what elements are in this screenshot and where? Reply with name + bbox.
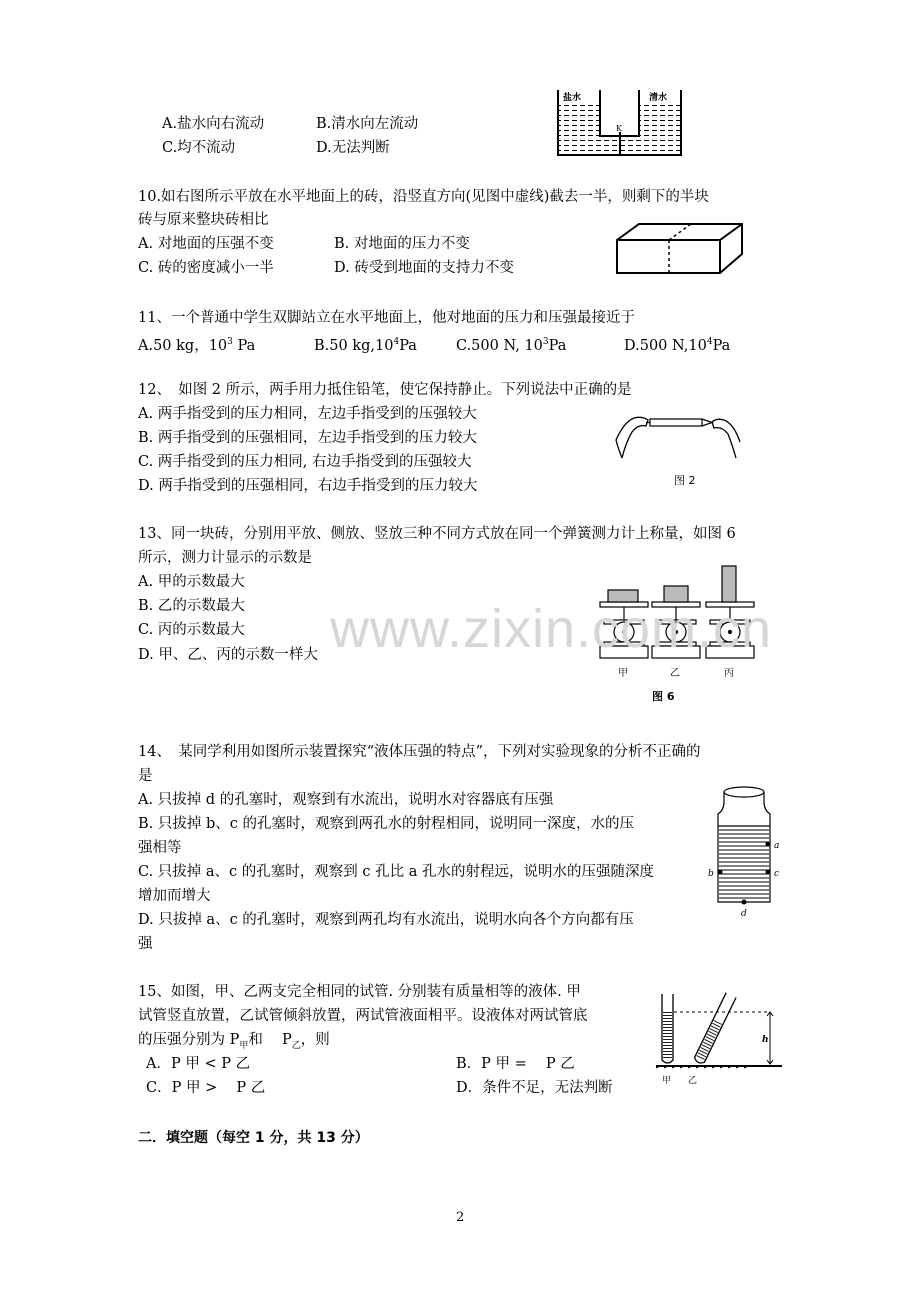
q10-brick-figure [612,218,748,278]
q15-height-label: h [762,1035,769,1045]
q14-option-b-cont: 强相等 [138,840,182,856]
section-2-heading: 二．填空题（每空 1 分，共 13 分） [138,1130,369,1146]
q9-freshwater-label: 清水 [649,93,668,103]
q9-connected-vessel-figure [556,88,684,158]
q12-option-c: C. 两手指受到的压力相同, 右边手指受到的压强较大 [138,454,472,470]
q12-option-a: A. 两手指受到的压力相同，左边手指受到的压强较大 [138,406,477,422]
q15-stem-line3: 的压强分别为 $P_甲$和 $P_乙$，则 [138,1032,330,1051]
q14-option-c: C. 只拔掉 a、c 的孔塞时，观察到 c 孔比 a 孔水的射程远，说明水的压强随深度 [138,864,654,880]
q13-option-a: A. 甲的示数最大 [138,574,245,590]
q10-option-b: B. 对地面的压力不变 [334,236,470,252]
q14-option-c-cont: 增加而增大 [138,888,211,904]
q14-option-a: A. 只拔掉 d 的孔塞时，观察到有水流出，说明水对容器底有压强 [138,792,554,808]
q13-option-c: C. 丙的示数最大 [138,622,245,638]
q9-option-a: A.盐水向右流动 [162,116,265,132]
q15-test-tubes-figure [654,990,784,1090]
watermark: www.zixin.com.cn [330,599,773,659]
q15-option-c: C．P 甲 > P 乙 [146,1080,266,1096]
q11-option-a: A.50 kg，$10^3$ Pa [138,337,256,354]
q11-option-b: B.50 $kg,10^4Pa$ [314,337,417,354]
q14-hole-c-label: c [774,869,780,879]
q15-stem-line2: 试管竖直放置，乙试管倾斜放置，两试管液面相平。设液体对两试管底 [138,1008,588,1024]
q14-option-b: B. 只拔掉 b、c 的孔塞时，观察到两孔水的射程相同，说明同一深度，水的压 [138,816,634,832]
q10-stem-line2: 砖与原来整块砖相比 [138,212,269,228]
q15-tube-yi-label: 乙 [688,1076,698,1086]
q9-valve-label: K [616,124,622,133]
q12-stem: 12、 如图 2 所示，两手用力抵住铅笔，使它保持静止。下列说法中正确的是 [138,382,632,398]
q10-option-d: D. 砖受到地面的支持力不变 [334,260,514,276]
q10-stem-line1: 10.如右图所示平放在水平地面上的砖，沿竖直方向(见图中虚线)截去一半，则剩下的半块 [138,189,709,205]
q14-stem-line1: 14、 某同学利用如图所示装置探究“液体压强的特点”，下列对实验现象的分析不正确的 [138,744,701,760]
q12-pencil-figure [612,402,748,492]
q10-option-c: C. 砖的密度减小一半 [138,260,274,276]
q13-figure-caption: 图 6 [652,690,675,703]
q15-option-d: D．条件不足，无法判断 [456,1080,613,1096]
q15-option-a: A．P 甲 < P 乙 [146,1056,251,1072]
q10-option-a: A. 对地面的压强不变 [138,236,274,252]
q12-option-d: D. 两手指受到的压强相同，右边手指受到的压力较大 [138,478,478,494]
q14-option-d: D. 只拔掉 a、c 的孔塞时，观察到两孔均有水流出，说明水向各个方向都有压 [138,912,634,928]
q12-option-b: B. 两手指受到的压强相同，左边手指受到的压力较大 [138,430,477,446]
q11-stem: 11、一个普通中学生双脚站立在水平地面上，他对地面的压力和压强最接近于 [138,310,635,326]
q13-option-b: B. 乙的示数最大 [138,598,245,614]
q14-option-d-cont: 强 [138,936,153,952]
q11-option-c: C.500 N, $10^3Pa$ [456,337,567,354]
q9-option-d: D.无法判断 [316,140,390,156]
q14-hole-b-label: b [708,869,714,879]
q15-option-b: B．P 甲 = P 乙 [456,1056,575,1072]
q15-tube-jia-label: 甲 [662,1076,672,1086]
q13-label-bing: 丙 [724,668,734,679]
q9-option-b: B.清水向左流动 [316,116,419,132]
q14-container-figure [704,784,784,920]
q14-hole-a-label: a [774,841,780,851]
q13-stem-line1: 13、同一块砖，分别用平放、侧放、竖放三种不同方式放在同一个弹簧测力计上称量，如图 6 [138,526,736,542]
page-number: 2 [456,1210,465,1225]
q15-stem-line1: 15、如图，甲、乙两支完全相同的试管. 分别装有质量相等的液体. 甲 [138,984,581,1000]
q13-stem-line2: 所示，测力计显示的示数是 [138,550,312,566]
q13-label-jia: 甲 [618,668,628,679]
q9-saltwater-label: 盐水 [563,93,582,103]
q12-figure-caption: 图 2 [674,474,696,487]
q14-stem-line2: 是 [138,768,153,784]
q13-label-yi: 乙 [670,668,680,679]
q9-option-c: C.均不流动 [162,140,236,156]
q11-option-d: D.500 $N,10^4Pa$ [624,337,731,354]
q14-hole-d-label: d [741,909,747,919]
q13-option-d: D. 甲、乙、丙的示数一样大 [138,647,318,663]
